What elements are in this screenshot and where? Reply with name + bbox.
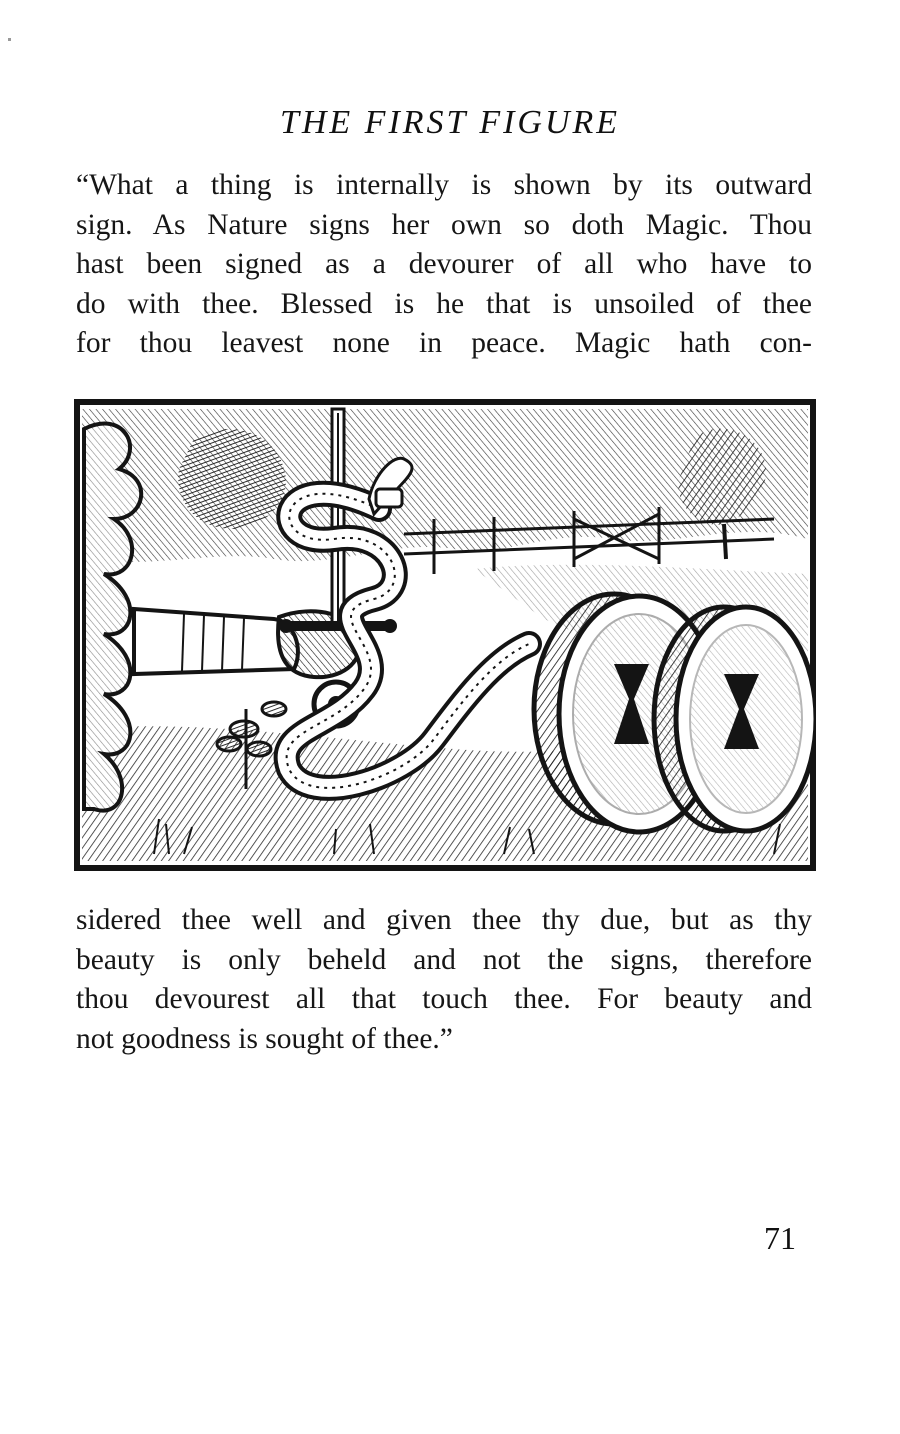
text-line: not goodness is sought of thee.”: [76, 1022, 453, 1055]
paragraph-bottom: [76, 901, 812, 1059]
text-line: for thou leavest none in peace. Magic hath con-: [76, 327, 812, 359]
woodcut-hand-sword-serpent-millstones-icon: [74, 399, 816, 871]
text-line: hast been signed as a devourer of all who have to: [76, 248, 812, 280]
text-line: thou devourest all that touch thee. For beauty and: [76, 983, 812, 1015]
text-line: do with thee. Blessed is he that is unsoiled of thee: [76, 287, 812, 320]
running-head: THE FIRST FIGURE: [279, 104, 621, 141]
text-line: sign. As Nature signs her own so doth Magic. Thou: [76, 208, 812, 241]
woodcut-illustration: [74, 399, 816, 871]
page-number: 71: [764, 1220, 796, 1256]
text-line: “What a thing is internally is shown by its outward: [76, 169, 812, 201]
text-line: sidered thee well and given thee thy due, but as thy: [76, 904, 812, 936]
scan-speck: [8, 38, 11, 41]
text-line: beauty is only beheld and not the signs, therefore: [76, 943, 812, 976]
paragraph-top: [76, 166, 812, 364]
